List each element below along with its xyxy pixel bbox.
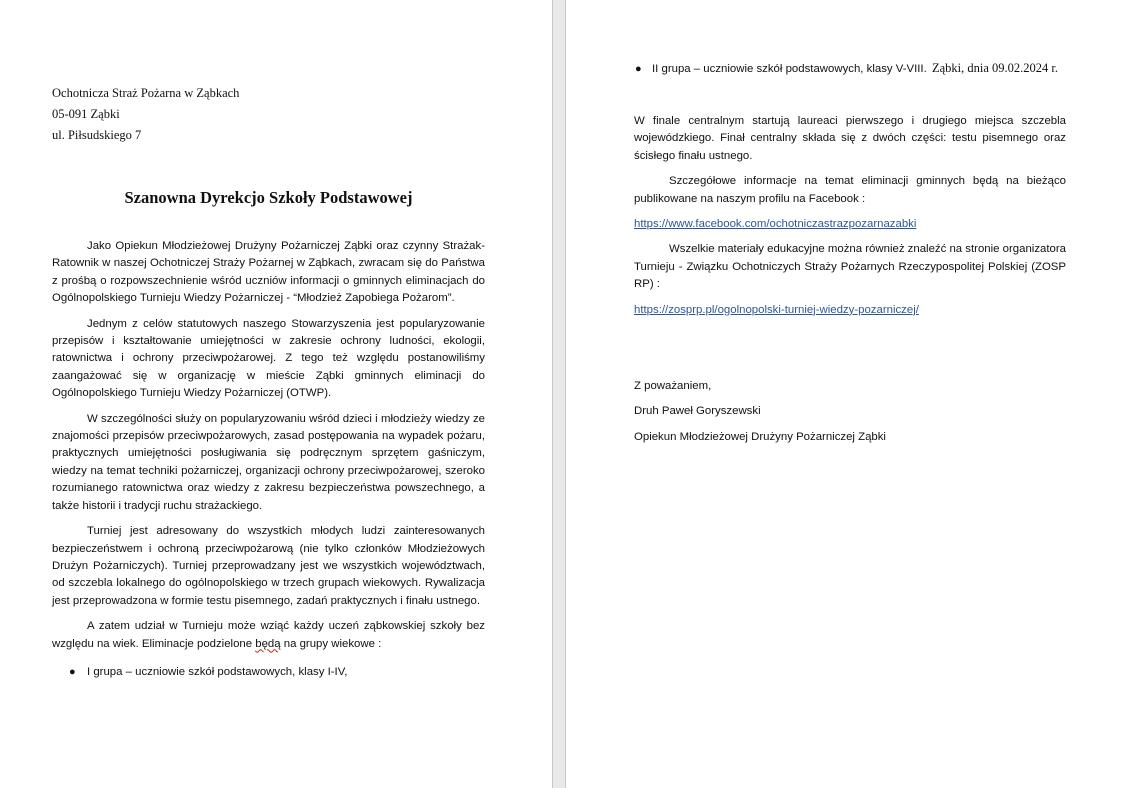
list-item-text: II grupa – uczniowie szkół podstawowych, klasy V-VIII.: [652, 63, 927, 75]
link-facebook-line: [634, 216, 1066, 233]
paragraph-materials: Wszelkie materiały edukacyjne można również znaleźć na stronie organizatora Turnieju - Związku Ochotniczych Straży Pożarnych Rzeczypospolitej Polskiej (ZOSP RP) :: [634, 243, 1066, 291]
bullet-icon: ●: [635, 63, 642, 75]
paragraph-info: Szczegółowe informacje na temat eliminacji gminnych będą na bieżąco publikowane na naszym profilu na Facebook :: [634, 175, 1066, 205]
letter-body: [52, 238, 485, 681]
sender-postal: 05-091 Ząbki: [52, 107, 120, 121]
participation-text-start: A zatem udział w Turnieju może wziąć każdy uczeń ząbkowskiej szkoły bez względu na wiek. Eliminacje podzielone: [52, 620, 485, 650]
list-item-group-1: [52, 664, 485, 681]
sender-name: Ochotnicza Straż Pożarna w Ząbkach: [52, 86, 240, 100]
spellcheck-word[interactable]: będą: [255, 637, 281, 650]
paragraph-intro: Jako Opiekun Młodzieżowej Drużyny Pożarniczej Ząbki oraz czynny Strażak-Ratownik w naszej Ochotniczej Straży Pożarnej w Ząbkach, zwracam się do Państwa z prośbą o rozpowszechnienie wśród uczniów informacji o gminnych eliminacjach do Ogólnopolskiego Turnieju Wiedzy Pożarniczej - “Młodzież Zapobiega Pożarom”.: [52, 240, 485, 305]
bullet-icon: ●: [69, 665, 76, 678]
signer-title: Opiekun Młodzieżowej Drużyny Pożarniczej Ząbki: [634, 430, 886, 443]
link-zosprp-line: [634, 302, 1066, 319]
paragraph-final: W finale centralnym startują laureaci pierwszego i drugiego miejsca szczebla wojewódzkiego. Finał centralny składa się z dwóch części: testu pisemnego oraz ścisłego finału ustnego.: [634, 115, 1066, 162]
signer-name: Druh Paweł Goryszewski: [634, 405, 761, 418]
letter-heading: Szanowna Dyrekcjo Szkoły Podstawowej: [124, 188, 413, 207]
facebook-link[interactable]: https://www.facebook.com/ochotniczastrazpozarnazabki: [634, 218, 917, 231]
paragraph-tournament: Turniej jest adresowany do wszystkich młodych ludzi zainteresowanych bezpieczeństwem i ochroną przeciwpożarową (nie tylko członków Młodzieżowych Drużyn Pożarniczych). Turniej przeprowadzany jest we wszystkich województwach, od szczebla lokalnego do ogólnopolskiego w trzech grupach wiekowych. Rywalizacja jest przeprowadzona w formie testu pisemnego, zadań praktycznych i finału ustnego.: [52, 525, 485, 607]
letter-date: Ząbki, dnia 09.02.2024 r.: [931, 61, 1058, 75]
zosprp-link[interactable]: https://zosprp.pl/ogolnopolski-turniej-wiedzy-pozarniczej/: [634, 303, 919, 316]
signature-block: [634, 378, 886, 454]
sender-street: ul. Piłsudskiego 7: [52, 128, 142, 142]
letter-body-continued: [634, 113, 1066, 327]
sender-address: [52, 83, 239, 146]
paragraph-goals: Jednym z celów statutowych naszego Stowarzyszenia jest popularyzowanie przepisów i kształtowanie umiejętności w zakresie ochrony ludności, ekologii, ratownictwa i ochrony przeciwpożarowej. Z tego też względu postanowiliśmy zaangażować się w organizację w mieście Ząbki gminnych eliminacji do Ogólnopolskiego Turnieju Wiedzy Pożarniczej (OTWP).: [52, 317, 485, 400]
participation-text-end: na grupy wiekowe :: [280, 637, 382, 650]
paragraph-participation: [52, 618, 485, 653]
paragraph-purpose: W szczególności służy on popularyzowaniu wśród dzieci i młodzieży wiedzy ze znajomości przepisów przeciwpożarowych, zasad postępowania na wypadek pożaru, praktycznych umiejętności posługiwania się podręcznym sprzętem gaśniczym, wiedzy na temat techniki pożarniczej, organizacji ochrony przeciwpożarowej, szeroko rozumianego ratownictwa oraz wiedzy z zakresu bezpieczeństwa powszechnego, a także historii i tradycji ruchu strażackiego.: [52, 412, 485, 512]
page-gutter: [552, 0, 566, 788]
closing-phrase: Z poważaniem,: [634, 380, 712, 392]
list-item-group-2: [635, 63, 927, 75]
list-item-text: I grupa – uczniowie szkół podstawowych, klasy I-IV,: [87, 665, 348, 678]
